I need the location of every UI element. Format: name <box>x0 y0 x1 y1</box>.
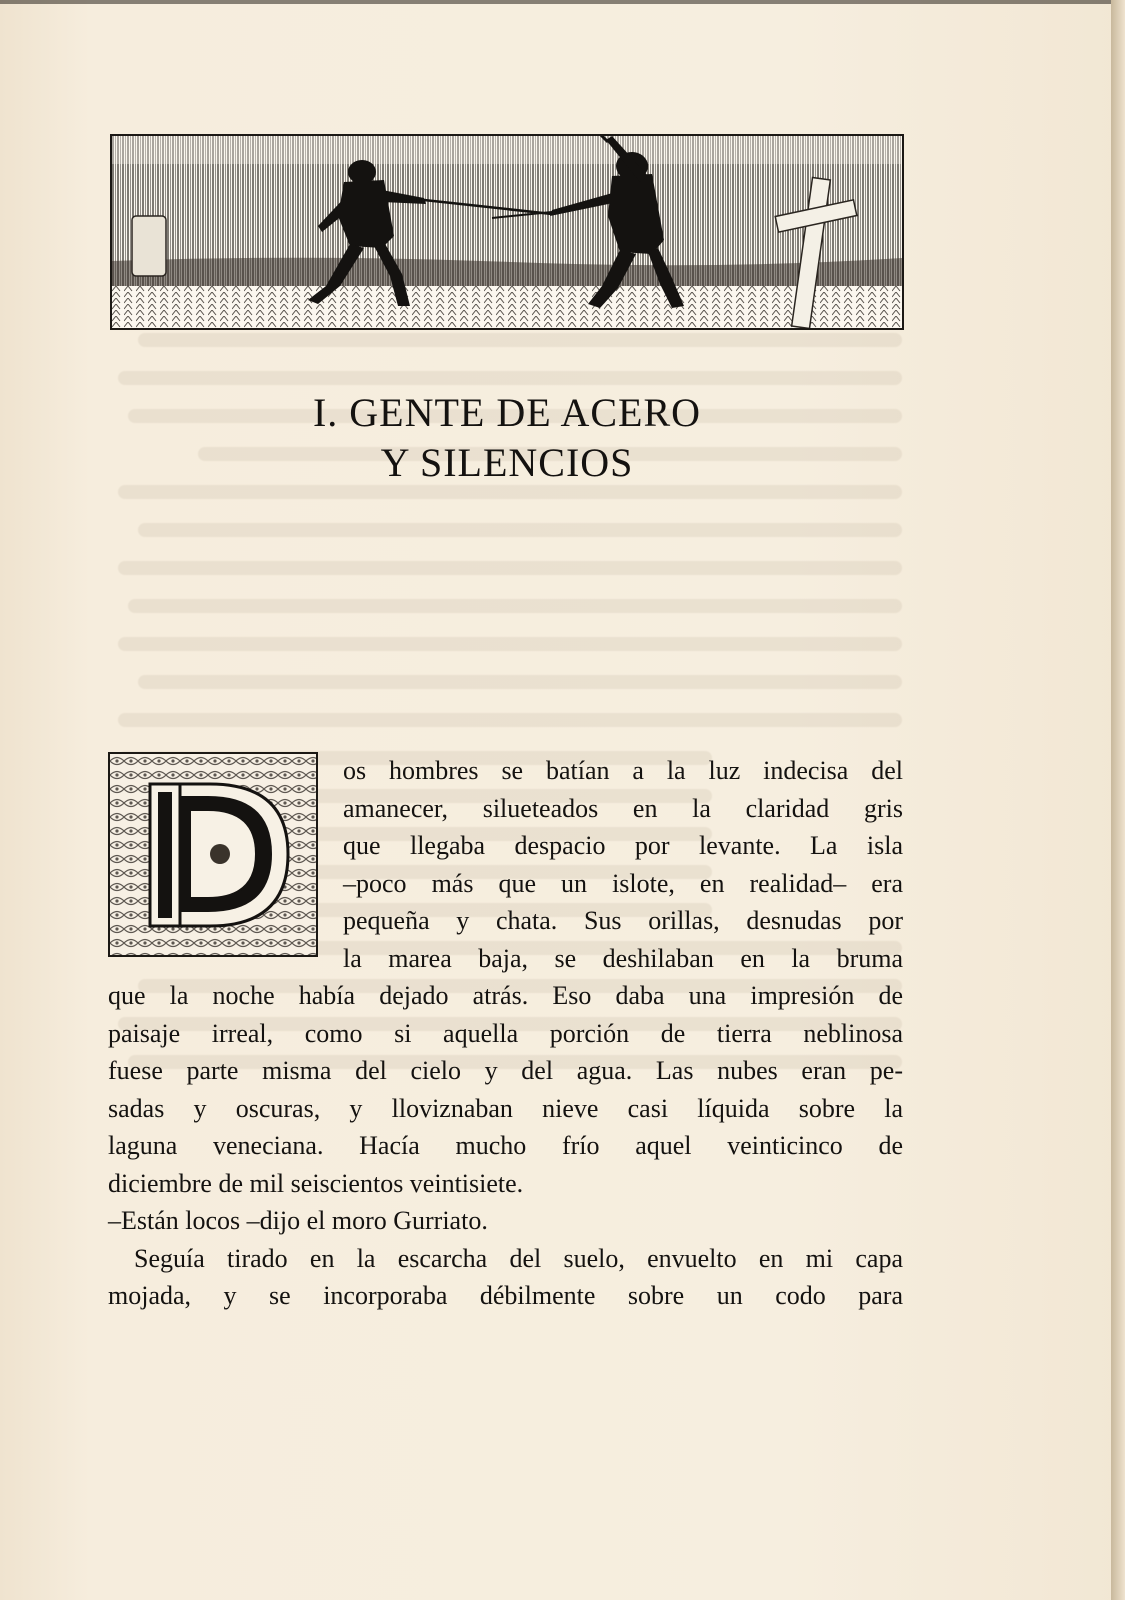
ornamental-drop-cap-icon <box>110 754 316 955</box>
text-line: diciembre de mil seiscientos veintisiete. <box>108 1168 524 1198</box>
page-top-edge <box>0 0 1125 4</box>
text-line: la marea baja, se deshilaban en la bruma <box>343 943 903 973</box>
text-line: os hombres se batían a la luz indecisa del <box>343 756 903 785</box>
text-line: que la noche había dejado atrás. Eso daba una impresión de <box>108 981 903 1010</box>
chapter-title-line-2: Y SILENCIOS <box>380 440 634 485</box>
text-line: –poco más que un islote, en realidad– era <box>343 868 903 898</box>
text-line: sadas y oscuras, y lloviznaban nieve casi líquida sobre la <box>108 1093 903 1123</box>
chapter-header-illustration <box>110 134 904 330</box>
text-line: laguna veneciana. Hacía mucho frío aquel veinticinco de <box>108 1131 903 1160</box>
text-line: que llegaba despacio por levante. La isla <box>343 831 903 860</box>
drop-cap <box>108 752 318 957</box>
text-line: –Están locos –dijo el moro Gurriato. <box>108 1206 488 1235</box>
text-line: paisaje irreal, como si aquella porción de tierra neblinosa <box>108 1018 903 1048</box>
chapter-title <box>110 388 904 488</box>
text-line: mojada, y se incorporaba débilmente sobre un codo para <box>108 1281 903 1310</box>
page-binding-edge <box>1111 0 1125 1600</box>
text-line: fuese parte misma del cielo y del agua. Las nubes eran pe- <box>108 1056 903 1085</box>
text-line: amanecer, silueteados en la claridad gris <box>343 793 903 823</box>
text-line: Seguía tirado en la escarcha del suelo, envuelto en mi capa <box>134 1243 903 1273</box>
duel-engraving-icon <box>112 136 902 328</box>
text-line: pequeña y chata. Sus orillas, desnudas por <box>343 906 903 935</box>
chapter-title-line-1: I. GENTE DE ACERO <box>312 390 702 435</box>
